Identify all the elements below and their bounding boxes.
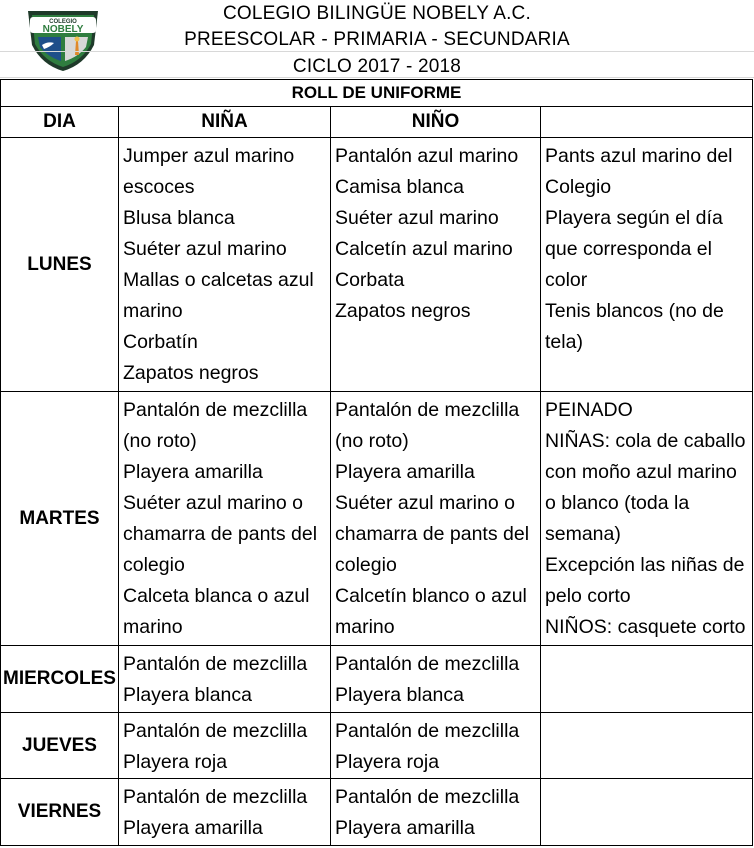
document-header [0,0,754,78]
uniform-line: Pantalón de mezclilla [335,720,520,742]
school-name: COLEGIO BILINGÜE NOBELY A.C. [223,3,531,24]
uniform-line: Pants azul marino del [545,145,733,167]
header-day: DIA [1,107,119,138]
school-cycle: CICLO 2017 - 2018 [292,56,462,77]
day-cell: LUNES [1,138,119,392]
uniform-line: Suéter azul marino o [123,492,303,514]
uniform-line: Calceta blanca o azul [123,585,310,607]
uniform-line: Corbatín [123,331,198,353]
uniform-line: Playera roja [123,751,228,773]
uniform-line: NIÑOS: casquete corto [545,616,746,638]
boy-uniform-cell [331,779,541,846]
table-row [1,646,753,713]
uniform-line: Mallas o calcetas azul [123,269,314,291]
uniform-line: Pantalón azul marino [335,145,519,167]
extra-uniform-cell [541,138,753,392]
day-cell: MIERCOLES [1,646,119,713]
table-body [1,138,753,846]
uniform-line: Pantalón de mezclilla [335,786,520,808]
uniform-line: pelo corto [545,585,631,607]
girl-uniform-cell [119,713,331,779]
extra-uniform-cell [541,779,753,846]
uniform-line: colegio [335,554,397,576]
uniform-line: Calcetín azul marino [335,238,513,260]
uniform-line: marino [123,616,183,638]
uniform-line: Camisa blanca [335,176,464,198]
day-cell: MARTES [1,392,119,646]
header-extra [541,107,753,138]
uniform-line: que corresponda el [545,238,712,260]
uniform-line: Pantalón de mezclilla [335,399,520,421]
uniform-line: Pantalón de mezclilla [123,786,308,808]
grid-line [0,51,754,52]
uniform-line: Corbata [335,269,405,291]
uniform-line: tela) [545,331,583,353]
table-row [1,138,753,392]
extra-uniform-cell [541,392,753,646]
uniform-line: Playera amarilla [123,461,263,483]
school-levels: PREESCOLAR - PRIMARIA - SECUNDARIA [184,29,570,50]
uniform-line: Pantalón de mezclilla [123,653,308,675]
extra-uniform-cell [541,646,753,713]
table-row [1,392,753,646]
uniform-line: escoces [123,176,195,198]
girl-uniform-cell [119,646,331,713]
uniform-line: Playera según el día [545,207,723,229]
uniform-line: Pantalón de mezclilla [123,720,308,742]
uniform-line: Colegio [545,176,612,198]
uniform-line: PEINADO [545,399,633,421]
uniform-line: (no roto) [335,430,409,452]
uniform-line: Jumper azul marino [123,145,295,167]
uniform-line: (no roto) [123,430,197,452]
grid-line [0,77,754,78]
uniform-line: Playera blanca [123,684,252,706]
uniform-line: chamarra de pants del [335,523,530,545]
day-cell: JUEVES [1,713,119,779]
uniform-line: semana) [545,523,621,545]
boy-uniform-cell [331,138,541,392]
uniform-line: o blanco (toda la [545,492,690,514]
uniform-line: Excepción las niñas de [545,554,745,576]
header-boy: NIÑO [331,107,541,138]
uniform-line: Pantalón de mezclilla [123,399,308,421]
uniform-line: marino [123,300,183,322]
uniform-line: Pantalón de mezclilla [335,653,520,675]
uniform-line: color [545,269,588,291]
uniform-line: chamarra de pants del [123,523,318,545]
boy-uniform-cell [331,392,541,646]
uniform-line: Playera blanca [335,684,464,706]
uniform-line: Blusa blanca [123,207,235,229]
boy-uniform-cell [331,713,541,779]
uniform-line: Suéter azul marino [123,238,287,260]
boy-uniform-cell [331,646,541,713]
svg-text:COLEGIO: COLEGIO [49,19,77,25]
svg-text:NOBELY: NOBELY [42,24,84,35]
uniform-line: Suéter azul marino o [335,492,515,514]
uniform-line: Playera amarilla [335,461,475,483]
extra-uniform-cell [541,713,753,779]
uniform-line: Zapatos negros [335,300,471,322]
girl-uniform-cell [119,138,331,392]
uniform-line: con moño azul marino [545,461,737,483]
uniform-line: Suéter azul marino [335,207,499,229]
uniform-line: NIÑAS: cola de caballo [545,430,746,452]
uniform-line: Zapatos negros [123,362,259,384]
uniform-table [0,79,753,846]
uniform-line: Playera amarilla [123,817,263,839]
uniform-line: marino [335,616,395,638]
table-title: ROLL DE UNIFORME [1,80,753,107]
day-cell: VIERNES [1,779,119,846]
uniform-line: Tenis blancos (no de [545,300,724,322]
girl-uniform-cell [119,392,331,646]
girl-uniform-cell [119,779,331,846]
uniform-line: Calcetín blanco o azul [335,585,527,607]
header-girl: NIÑA [119,107,331,138]
table-row [1,713,753,779]
table-row [1,779,753,846]
uniform-line: colegio [123,554,185,576]
uniform-line: Playera amarilla [335,817,475,839]
uniform-line: Playera roja [335,751,440,773]
